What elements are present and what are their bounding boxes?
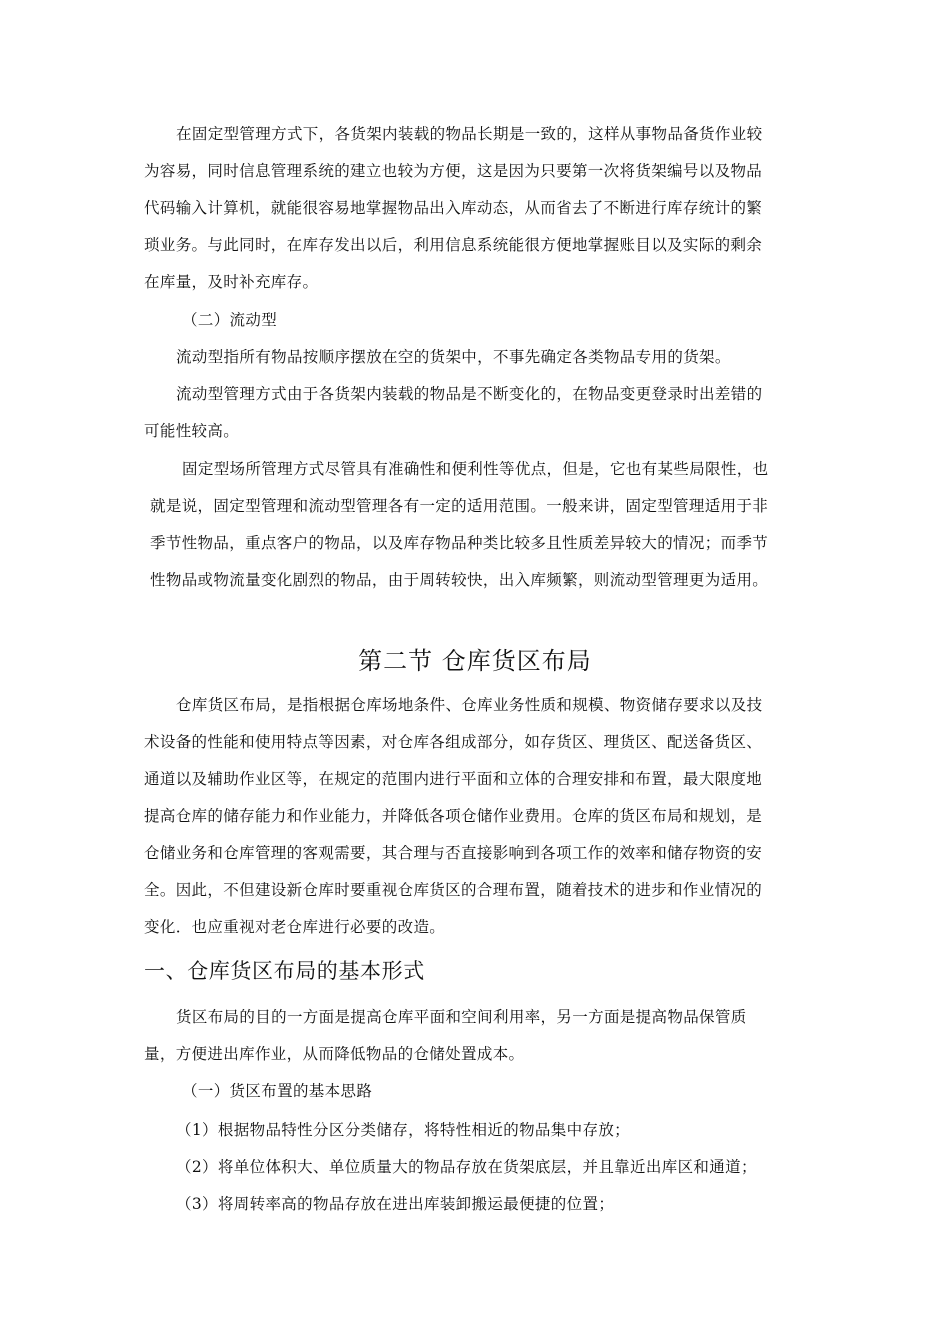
paragraph-line: 为容易，同时信息管理系统的建立也较为方便，这是因为只要第一次将货架编号以及物品 [144, 162, 763, 180]
paragraph-line: 琐业务。与此同时，在库存发出以后，利用信息系统能很方便地掌握账目以及实际的剩余 [144, 236, 763, 254]
list-item: （3）将周转率高的物品存放在进出库装卸搬运最便捷的位置； [176, 1195, 615, 1213]
paragraph-line: 代码输入计算机，就能很容易地掌握物品出入库动态，从而省去了不断进行库存统计的繁 [144, 199, 763, 217]
paragraph-line: 就是说，固定型管理和流动型管理各有一定的适用范围。一般来讲，固定型管理适用于非 [150, 497, 769, 515]
paragraph-line: 仓库货区布局，是指根据仓库场地条件、仓库业务性质和规模、物资储存要求以及技 [176, 696, 763, 714]
paragraph-line: 全。因此，不但建设新仓库时要重视仓库货区的合理布置，随着技术的进步和作业情况的 [144, 881, 763, 899]
list-item: （2）将单位体积大、单位质量大的物品存放在货架底层，并且靠近出库区和通道； [176, 1158, 757, 1176]
paragraph-line: 仓储业务和仓库管理的客观需要，其合理与否直接影响到各项工作的效率和储存物资的安 [144, 844, 763, 862]
section-title: 第二节 仓库货区布局 [358, 647, 592, 675]
paragraph-line: 量，方便进出库作业，从而降低物品的仓储处置成本。 [144, 1045, 525, 1063]
heading-basic-forms: 一、仓库货区布局的基本形式 [144, 959, 425, 983]
paragraph-line: 通道以及辅助作业区等，在规定的范围内进行平面和立体的合理安排和布置，最大限度地 [144, 770, 763, 788]
paragraph-line: 性物品或物流量变化剧烈的物品，由于周转较快，出入库频繁，则流动型管理更为适用。 [150, 571, 769, 589]
list-item: （1）根据物品特性分区分类储存，将特性相近的物品集中存放； [176, 1121, 631, 1139]
paragraph-line: 在库量，及时补充库存。 [144, 273, 319, 291]
paragraph-line: 变化．也应重视对老仓库进行必要的改造。 [144, 918, 446, 936]
paragraph-line: 提高仓库的储存能力和作业能力，并降低各项仓储作业费用。仓库的货区布局和规划，是 [144, 807, 763, 825]
paragraph-line: 季节性物品，重点客户的物品，以及库存物品种类比较多且性质差异较大的情况；而季节 [150, 534, 769, 552]
paragraph-line: 固定型场所管理方式尽管具有准确性和便利性等优点，但是，它也有某些局限性，也 [182, 460, 769, 478]
paragraph-line: 在固定型管理方式下，各货架内装载的物品长期是一致的，这样从事物品备货作业较 [176, 125, 763, 143]
paragraph-line: 流动型指所有物品按顺序摆放在空的货架中，不事先确定各类物品专用的货架。 [176, 348, 731, 366]
paragraph-line: 可能性较高。 [144, 422, 240, 440]
subheading-layout-ideas: （一）货区布置的基本思路 [182, 1082, 373, 1100]
subheading-flow-type: （二）流动型 [182, 311, 278, 329]
paragraph-line: 术设备的性能和使用特点等因素，对仓库各组成部分，如存货区、理货区、配送备货区、 [144, 733, 763, 751]
paragraph-line: 流动型管理方式由于各货架内装载的物品是不断变化的，在物品变更登录时出差错的 [176, 385, 763, 403]
paragraph-line: 货区布局的目的一方面是提高仓库平面和空间利用率，另一方面是提高物品保管质 [176, 1008, 747, 1026]
